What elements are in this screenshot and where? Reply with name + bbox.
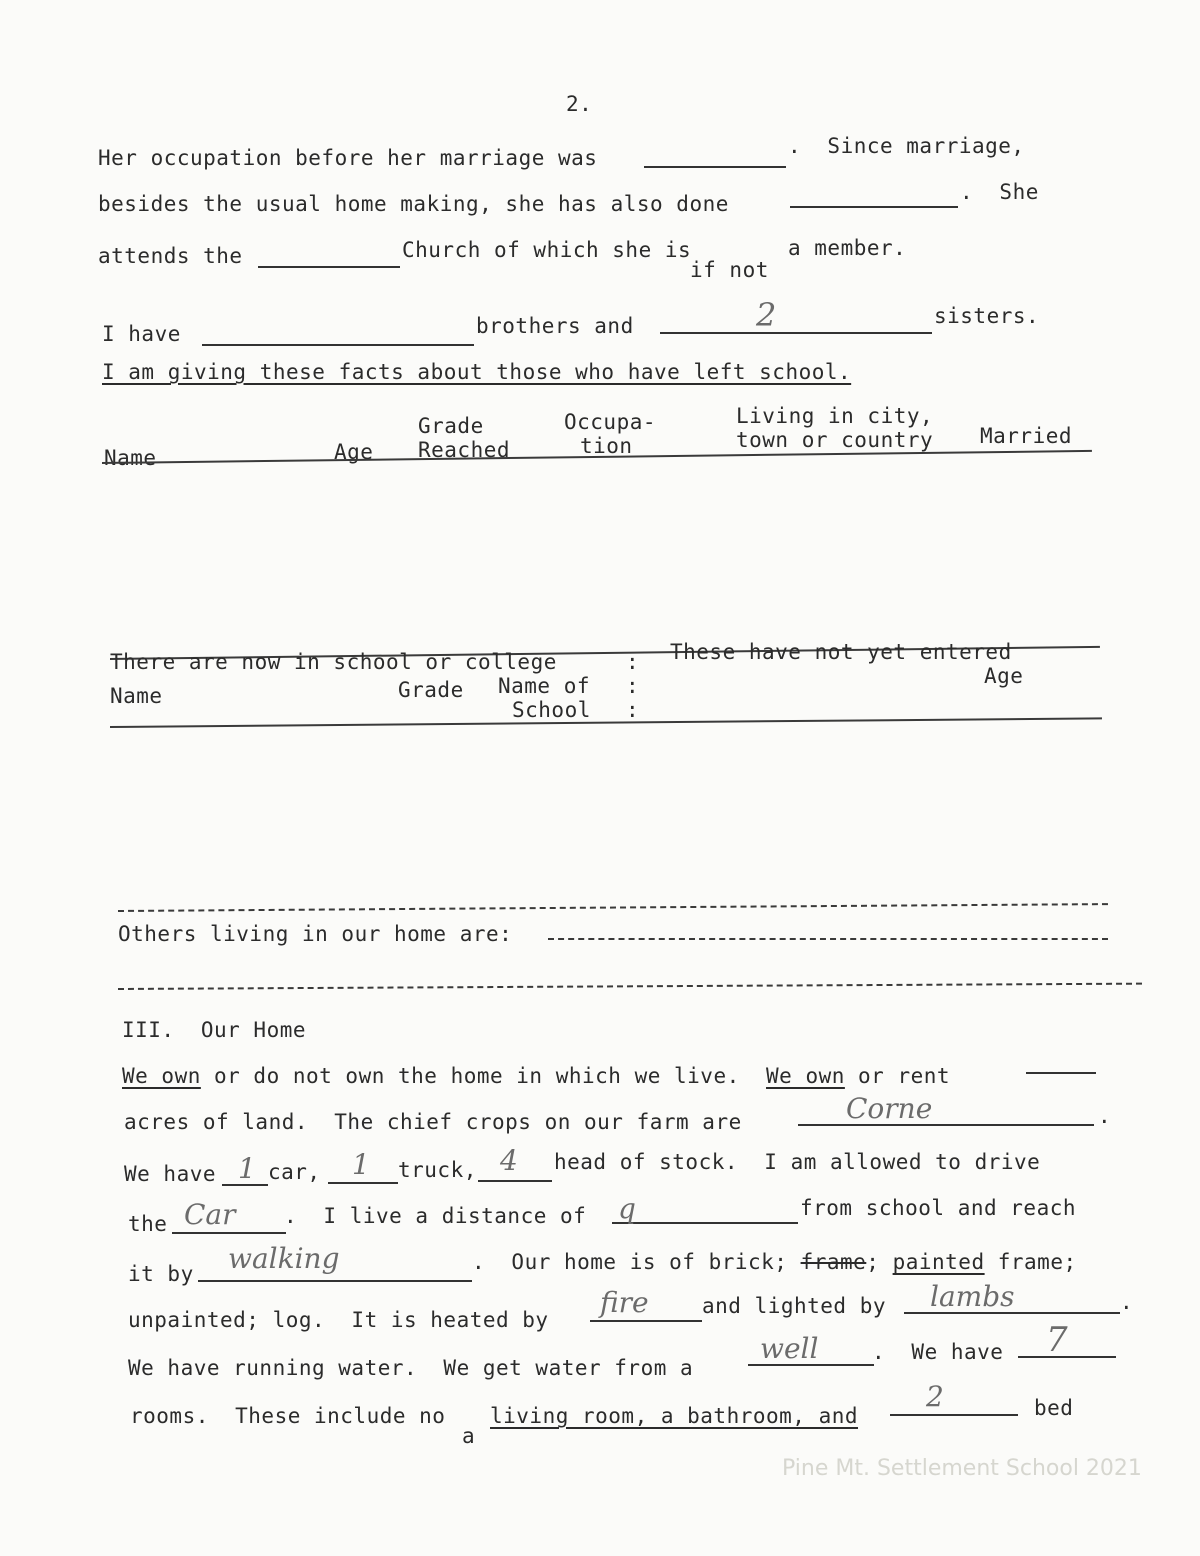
truck-label: truck, (398, 1158, 477, 1182)
car-label: car, (268, 1160, 321, 1184)
watermark: Pine Mt. Settlement School 2021 (782, 1456, 1142, 1481)
light-value: lambs (930, 1280, 1015, 1313)
sisters-count: 2 (756, 296, 777, 334)
col-grade-1: Grade (418, 414, 484, 438)
col-living-1: Living in city, (736, 404, 934, 428)
colon-2: : (626, 674, 640, 698)
frame-text: frame; (984, 1250, 1077, 1274)
by-value: walking (228, 1242, 340, 1275)
stock-blank (478, 1180, 552, 1182)
bed-label: bed (1034, 1396, 1074, 1420)
brothers-label: brothers and (476, 314, 634, 338)
frame-option: frame (800, 1250, 867, 1274)
col-age: Age (334, 440, 374, 464)
stock-label: head of stock. I am allowed to drive (554, 1150, 1041, 1174)
church-blank (258, 266, 400, 268)
not-entered-age: Age (984, 664, 1024, 688)
home-line-1 (122, 1064, 950, 1088)
lighted-label: and lighted by (702, 1294, 887, 1318)
colon-1: : (626, 650, 640, 674)
a-label: a (462, 1424, 476, 1448)
heated-label: unpainted; log. It is heated by (128, 1308, 549, 1332)
we-own-home: We own (122, 1064, 201, 1088)
home-material (472, 1250, 1077, 1274)
col-married: Married (980, 424, 1073, 448)
own-home-text: or do not own the home in which we live. (200, 1064, 767, 1088)
col-name: Name (104, 446, 157, 470)
col-occupation-1: Occupa- (564, 410, 657, 434)
not-entered-heading: These have not yet entered (670, 640, 1012, 664)
sisters-blank (660, 332, 932, 334)
light-period: . (1120, 1290, 1134, 1314)
water-label: We have running water. We get water from a (128, 1356, 694, 1380)
others-bottom-line (118, 983, 1142, 990)
sep-text: ; (866, 1250, 893, 1274)
colon-3: : (626, 698, 640, 722)
acres-blank (1026, 1072, 1096, 1074)
occupation-blank (644, 166, 786, 168)
trucks-value: 1 (352, 1148, 370, 1181)
crops-value: Corne (846, 1092, 933, 1125)
living-room-label: living room, a bathroom, and (490, 1404, 859, 1428)
if-not-label: if not (690, 258, 769, 282)
brick-text: . Our home is of brick; (472, 1250, 801, 1274)
cars-value: 1 (238, 1152, 256, 1185)
trucks-blank (328, 1182, 398, 1184)
i-have-label: I have (102, 322, 181, 346)
have-rooms-label: . We have (872, 1340, 1004, 1364)
bedrooms-value: 2 (926, 1380, 944, 1413)
bedrooms-blank (890, 1414, 1018, 1416)
brothers-blank (202, 344, 474, 346)
col-occupation-2: tion (580, 434, 633, 458)
in-school-bottom-rule (110, 717, 1102, 728)
the-label: the (128, 1212, 168, 1236)
stock-value: 4 (500, 1144, 518, 1177)
have-label: We have (124, 1162, 217, 1186)
rooms-value: 7 (1046, 1320, 1068, 1360)
painted-option: painted (892, 1250, 985, 1274)
distance-value: q (618, 1192, 636, 1225)
col-grade-2: Reached (418, 438, 511, 462)
also-done-label: besides the usual home making, she has also done (98, 192, 729, 216)
others-blank (548, 938, 1108, 940)
in-school-school-2: School (512, 698, 591, 722)
others-top-line (118, 903, 1108, 912)
attends-label: attends the (98, 244, 243, 268)
drive-blank (172, 1232, 286, 1234)
crops-period: . (1098, 1104, 1112, 1128)
rooms-label: rooms. These include no (130, 1404, 446, 1428)
occupation-label: Her occupation before her marriage was (98, 146, 598, 170)
in-school-heading: There are now in school or college (110, 650, 557, 674)
in-school-grade: Grade (398, 678, 464, 702)
col-living-2: town or country (736, 428, 934, 452)
heat-value: fire (600, 1286, 649, 1319)
section-3-heading: III. Our Home (122, 1018, 307, 1042)
home-line-2: acres of land. The chief crops on our farm are (124, 1110, 742, 1134)
others-label: Others living in our home are: (118, 922, 513, 946)
since-marriage-label: . Since marriage, (788, 134, 1025, 158)
own-rent-text: or rent (844, 1064, 951, 1088)
sisters-label: sisters. (934, 304, 1040, 328)
in-school-school-1: Name of (498, 674, 591, 698)
also-done-blank (790, 206, 958, 208)
water-value: well (760, 1332, 819, 1365)
distance-label: . I live a distance of (284, 1204, 587, 1228)
it-by-label: it by (128, 1262, 194, 1286)
distance-blank (612, 1222, 798, 1224)
drive-value: Car (184, 1198, 236, 1231)
heat-blank (590, 1320, 702, 1322)
church-label: Church of which she is (402, 238, 692, 262)
by-blank (198, 1280, 472, 1282)
in-school-name: Name (110, 684, 163, 708)
reach-label: from school and reach (800, 1196, 1077, 1220)
she-label: . She (960, 180, 1039, 204)
crops-blank (798, 1124, 1094, 1126)
page-number: 2. (566, 92, 593, 116)
left-school-heading: I am giving these facts about those who have left school. (102, 360, 852, 384)
we-own-land: We own (766, 1064, 845, 1088)
member-label: a member. (788, 236, 907, 260)
